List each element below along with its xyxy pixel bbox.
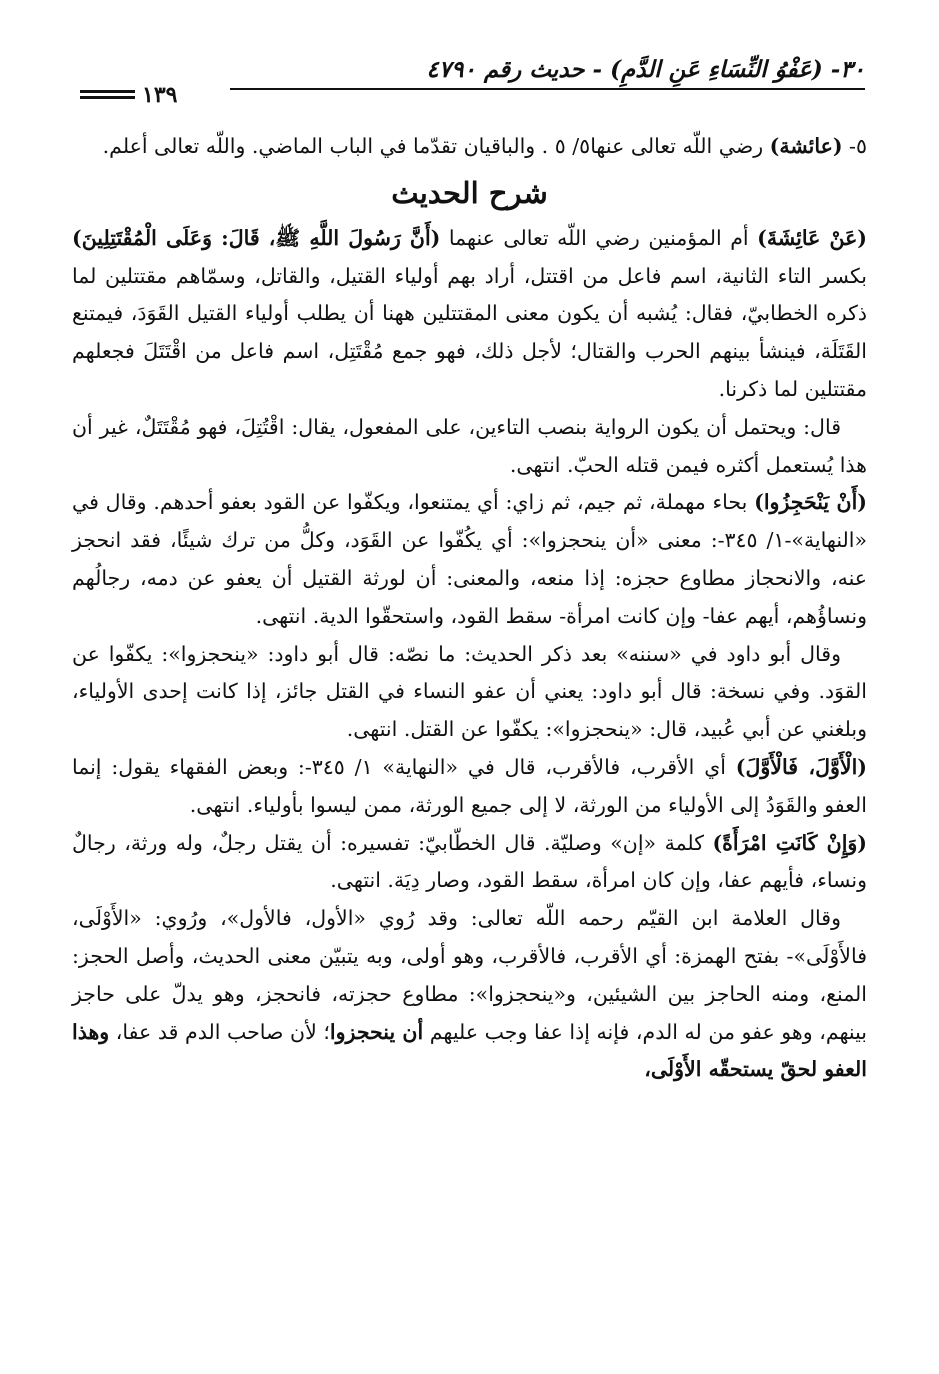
bold-text-run: (الْأَوَّلَ، فَالْأَوَّلَ) <box>735 754 867 779</box>
text-run: ٥- <box>842 134 867 158</box>
bold-text-run: وهذا العفو لحقّ يستحقّه الأَوْلَى، <box>72 1019 867 1082</box>
header-rule <box>230 88 865 90</box>
text-run: وقال العلامة ابن القيّم رحمه اللّه تعالى: وقد رُوي «الأول، فالأول»، ورُوي: «الأَوْلَى، فالأَوْلَى»- بفتح الهمزة: أي الأقرب، فالأقرب، وهو أولى، وبه يتبيّن معنى الحديث، وأصل الحجز: المنع، ومنه الحاجز بين الشيئين، و«ينحجزوا»: مطاوع حجزته، فانحجز، وهو يدلّ على حاجز بينهم، وهو عفو من له الدم، فإنه إذا عفا وجب عليهم <box>72 906 868 1044</box>
text-run: كلمة «إن» وصليّة. قال الخطّابيّ: تفسيره: أن يقتل رجلٌ، وله ورثة، رجالٌ ونساء، فأيهم عفا، وإن كان امرأة، سقط القود، وصار دِيَة. انتهى. <box>72 830 867 893</box>
text-run: بكسر التاء الثانية، اسم فاعل من اقتتل، أراد بهم أولياء القتيل، والقاتل، وسمّاهم مقتتلين لما ذكره الخطابيّ، فقال: يُشبه أن يكون معنى المقتتلين ههنا أن يطلب أولياء القتيل القَوَدَ، فيمتنع القَتَلَة، فينشأ بينهم الحرب والقتال؛ لأجل ذلك، فهو جمع مُقْتَتِل، اسم فاعل من اقْتَتَلَ فجعلهم مقتتلين لما ذكرنا. <box>72 263 867 401</box>
bold-text-run: (عَنْ عَائِشَةَ) <box>757 225 867 250</box>
paragraph-hadith-explanation-7 <box>72 900 867 1089</box>
page-number-double-rule <box>80 90 135 99</box>
paragraph-hadith-explanation-6 <box>72 825 867 901</box>
chapter-header-title: ٣٠- (عَفْوُ النِّسَاءِ عَنِ الدَّمِ) - حديث رقم ٤٧٩٠ <box>426 56 865 83</box>
text-run: بحاء مهملة، ثم جيم، ثم زاي: أي يمتنعوا، ويكفّوا عن القود بعفو أحدهم. وقال في «النهاية»-١/ ٣٤٥-: معنى «أن ينحجزوا»: أي يكُفّوا عن القَوَد، وكلُّ من ترك شيئًا، فقد انحجز عنه، والانحجاز مطاوع حجزه: إذا منعه، والمعنى: أن لورثة القتيل أن يعفو عن دمه، رجالُهم ونساؤُهم، أيهم عفا- وإن كانت امرأة- سقط القود، واستحقّوا الدية. انتهى. <box>72 490 868 628</box>
text-run: أي الأقرب، فالأقرب، قال في «النهاية» ١/ ٣٤٥-: وبعض الفقهاء يقول: إنما العفو والقَوَدُ إلى الأولياء من الورثة، لا إلى جميع الورثة، ممن ليسوا بأولياء. انتهى. <box>72 754 867 817</box>
bold-text-run: (عائشة) <box>769 134 843 158</box>
bold-text-run: (وَإِنْ كَانَتِ امْرَأَةً) <box>712 830 867 855</box>
running-header <box>80 52 865 108</box>
paragraph-narrator-list-end <box>72 128 867 166</box>
bold-text-run: أن ينحجزوا <box>329 1019 424 1044</box>
paragraph-hadith-explanation-1 <box>72 220 867 409</box>
text-run: أم المؤمنين رضي اللّه تعالى عنهما <box>440 225 758 250</box>
page-number: ١٣٩ <box>142 82 178 108</box>
bold-text-run: (أَنَّ رَسُولَ اللَّهِ ﷺ، قَالَ: وَعَلَى الْمُقْتَتِلِينَ) <box>72 225 441 250</box>
text-run: ؛ لأن صاحب الدم قد عفا، <box>109 1019 330 1044</box>
section-title: شرح الحديث <box>391 175 548 210</box>
paragraph-hadith-explanation-2: قال: ويحتمل أن يكون الرواية بنصب التاءين، على المفعول، يقال: اقْتُتِلَ، فهو مُقْتَتَلٌ، غير أن هذا يُستعمل أكثره فيمن قتله الحبّ. انتهى. <box>72 414 867 477</box>
page-body <box>72 128 867 1089</box>
paragraph-hadith-explanation-5 <box>72 749 867 825</box>
bold-text-run: (أَنْ يَنْحَجِزُوا) <box>754 490 867 515</box>
paragraph-hadith-explanation-3 <box>72 484 867 635</box>
text-run: رضي اللّه تعالى عنها٥/ ٥ . والباقيان تقدّما في الباب الماضي. واللّه تعالى أعلم. <box>102 134 770 158</box>
paragraph-hadith-explanation-4: وقال أبو داود في «سننه» بعد ذكر الحديث: ما نصّه: قال أبو داود: «ينحجزوا»: يكفّوا عن القوَد. وفي نسخة: قال أبو داود: يعني أن عفو النساء في القتل جائز، إذا كانت إحدى الأولياء، وبلغني عن أبي عُبيد، قال: «ينحجزوا»: يكفّوا عن القتل. انتهى. <box>72 641 867 742</box>
